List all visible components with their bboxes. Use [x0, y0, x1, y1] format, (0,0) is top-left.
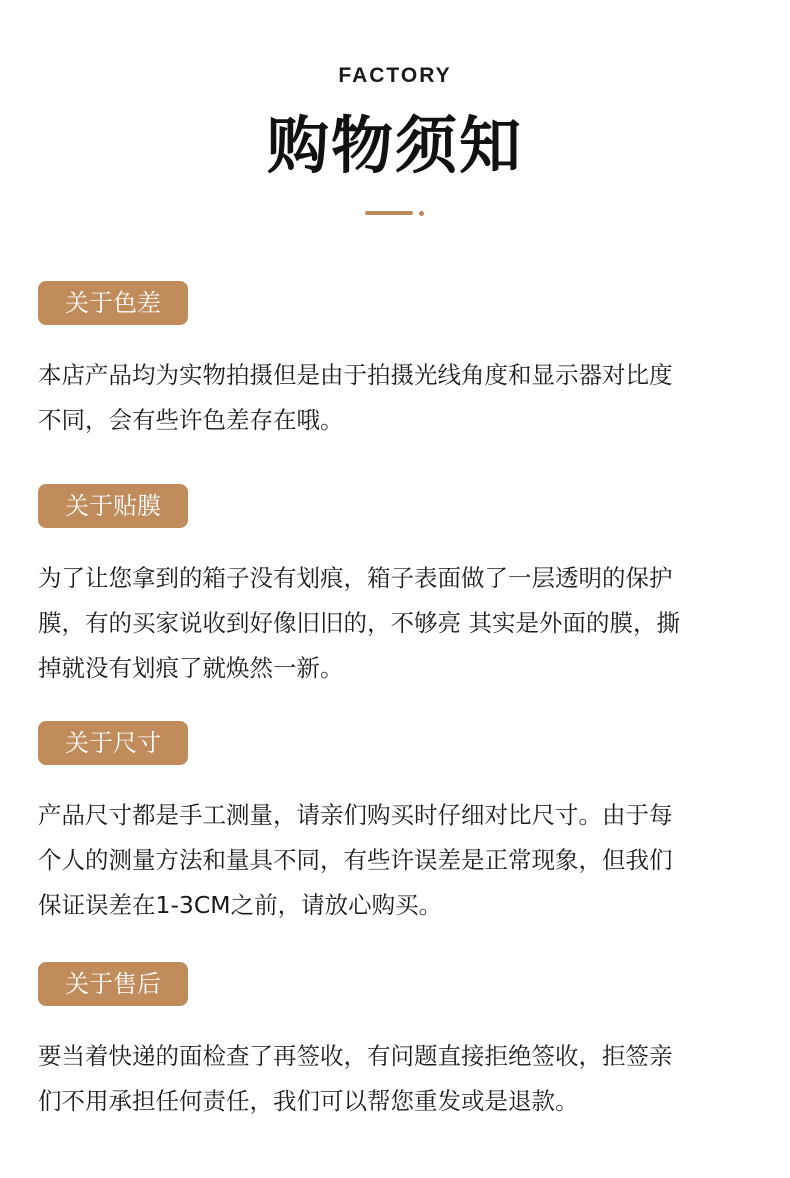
- section-badge: 关于贴膜: [38, 484, 188, 528]
- section-text: 产品尺寸都是手工测量，请亲们购买时仔细对比尺寸。由于每 个人的测量方法和量具不同，有些许误差是正常现象，但我们 保证误差在1-3CM之前，请放心购买。: [38, 801, 673, 919]
- section-size: [38, 721, 758, 928]
- section-text: 为了让您拿到的箱子没有划痕，箱子表面做了一层透明的保护 膜，有的买家说收到好像旧旧的，不够亮 其实是外面的膜，撕 掉就没有划痕了就焕然一新。: [38, 564, 680, 682]
- divider-dot: [419, 211, 424, 216]
- page-title: 购物须知: [266, 109, 523, 182]
- section-after-sales: [38, 962, 758, 1124]
- eyebrow-label: FACTORY: [338, 64, 452, 87]
- section-protective-film: [38, 484, 758, 691]
- section-badge: 关于售后: [38, 962, 188, 1006]
- divider-line: [365, 211, 413, 215]
- section-badge: 关于尺寸: [38, 721, 188, 765]
- section-color-difference: [38, 281, 758, 443]
- section-badge: 关于色差: [38, 281, 188, 325]
- section-text: 本店产品均为实物拍摄但是由于拍摄光线角度和显示器对比度 不同，会有些许色差存在哦。: [38, 361, 673, 434]
- section-text: 要当着快递的面检查了再签收，有问题直接拒绝签收，拒签亲 们不用承担任何责任，我们可以帮您重发或是退款。: [38, 1042, 673, 1115]
